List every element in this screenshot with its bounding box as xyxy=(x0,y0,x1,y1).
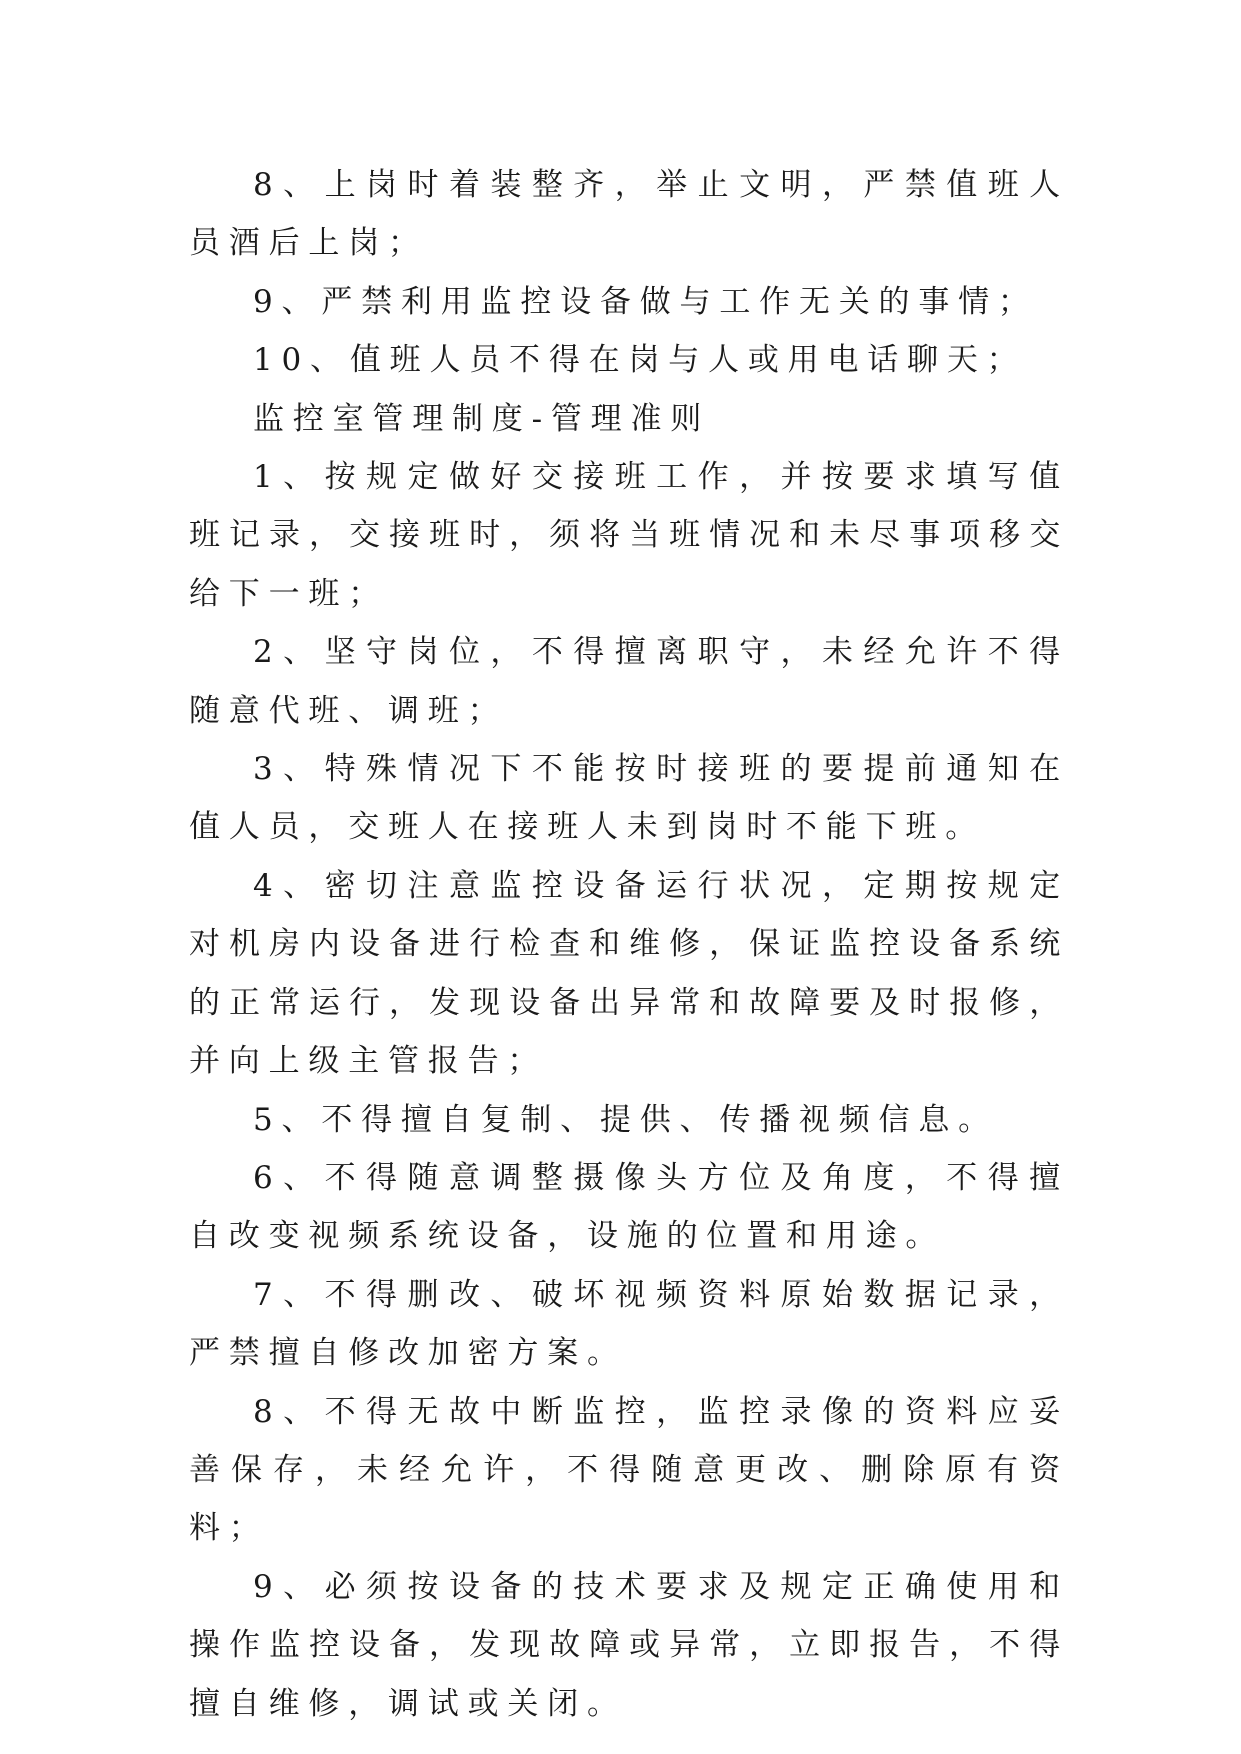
paragraph-rule-1-handover: 1、按规定做好交接班工作，并按要求填写值班记录，交接班时，须将当班情况和未尽事项移交给下一班； xyxy=(189,459,1069,612)
document-body xyxy=(189,156,1069,1733)
paragraph-rule-3-shift-notice: 3、特殊情况下不能按时接班的要提前通知在值人员，交班人在接班人未到岗时不能下班。 xyxy=(189,751,1069,846)
paragraph-rule-8-dress: 8、上岗时着装整齐，举止文明，严禁值班人员酒后上岗； xyxy=(189,167,1069,262)
paragraph-rule-5-no-copying: 5、不得擅自复制、提供、传播视频信息。 xyxy=(253,1101,998,1138)
paragraph-rule-9-equipment-use: 9、严禁利用监控设备做与工作无关的事情； xyxy=(253,283,1038,320)
section-heading: 监控室管理制度-管理准则 xyxy=(253,400,711,437)
paragraph-rule-8-monitoring: 8、不得无故中断监控，监控录像的资料应妥善保存，未经允许，不得随意更改、删除原有资料； xyxy=(189,1393,1069,1547)
paragraph-rule-7-no-tampering: 7、不得删改、破坏视频资料原始数据记录，严禁擅自修改加密方案。 xyxy=(189,1276,1069,1372)
paragraph-rule-9-operation: 9、必须按设备的技术要求及规定正确使用和操作监控设备，发现故障或异常，立即报告，不得擅自维修，调试或关闭。 xyxy=(189,1568,1069,1722)
paragraph-rule-6-camera-angle: 6、不得随意调整摄像头方位及角度，不得擅自改变视频系统设备，设施的位置和用途。 xyxy=(189,1159,1069,1255)
paragraph-rule-4-equipment-check: 4、密切注意监控设备运行状况，定期按规定对机房内设备进行检查和维修，保证监控设备系统的正常运行，发现设备出异常和故障要及时报修，并向上级主管报告； xyxy=(189,867,1069,1080)
paragraph-rule-10-no-chatting: 10、值班人员不得在岗与人或用电话聊天； xyxy=(253,342,1027,379)
paragraph-rule-2-stay-at-post: 2、坚守岗位，不得擅离职守，未经允许不得随意代班、调班； xyxy=(189,634,1069,729)
